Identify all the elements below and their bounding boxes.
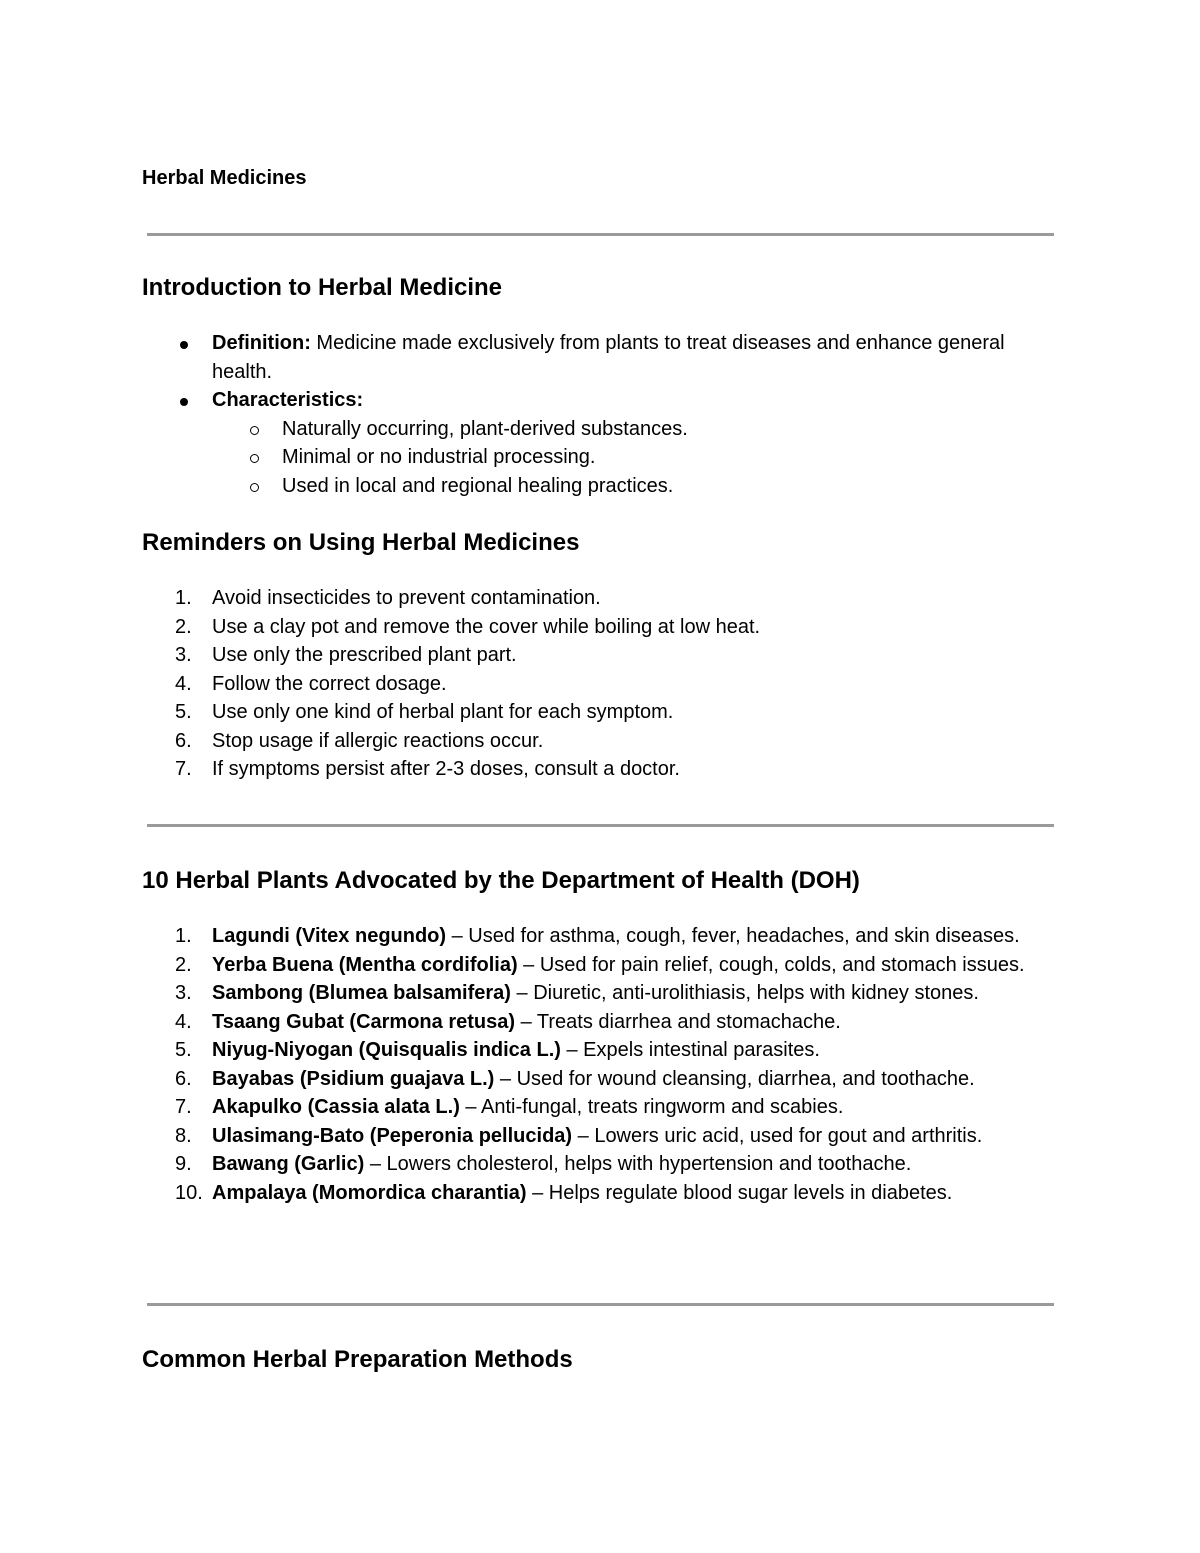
plant-name: Ulasimang-Bato (Peperonia pellucida) bbox=[212, 1124, 573, 1147]
item-number: 7. bbox=[175, 1096, 192, 1118]
list-item bbox=[142, 951, 1062, 980]
list-item bbox=[142, 1179, 1062, 1208]
plant-name: Bayabas (Psidium guajava L.) bbox=[212, 1067, 495, 1090]
plant-description: – Anti-fungal, treats ringworm and scabies. bbox=[459, 1096, 844, 1118]
list-item bbox=[142, 1122, 1062, 1151]
characteristic-text: Minimal or no industrial processing. bbox=[282, 446, 596, 468]
item-text: Use a clay pot and remove the cover while boiling at low heat. bbox=[212, 615, 761, 638]
hollow-bullet-icon bbox=[250, 426, 259, 435]
item-text: Use only the prescribed plant part. bbox=[212, 644, 517, 666]
item-text: Stop usage if allergic reactions occur. bbox=[212, 729, 544, 752]
list-item bbox=[142, 727, 1062, 756]
list-item bbox=[142, 670, 1062, 699]
reminders-list bbox=[142, 584, 1062, 784]
characteristics-sublist bbox=[142, 415, 1062, 501]
item-text: Avoid insecticides to prevent contamination. bbox=[212, 587, 601, 609]
list-item bbox=[142, 613, 1062, 642]
list-item bbox=[142, 1065, 1062, 1094]
plant-name: Ampalaya (Momordica charantia) bbox=[212, 1181, 527, 1204]
list-item bbox=[142, 922, 1062, 951]
item-number: 4. bbox=[175, 1010, 192, 1033]
item-number: 2. bbox=[175, 953, 192, 976]
item-number: 2. bbox=[175, 615, 192, 638]
list-item bbox=[142, 641, 1062, 670]
plant-name: Niyug-Niyogan (Quisqualis indica L.) bbox=[212, 1039, 561, 1061]
plant-name: Tsaang Gubat (Carmona retusa) bbox=[212, 1010, 516, 1033]
item-number: 9. bbox=[175, 1153, 192, 1175]
doh-plants-list bbox=[142, 922, 1062, 1207]
plant-description: – Treats diarrhea and stomachache. bbox=[515, 1010, 841, 1033]
section-heading-preparation: Common Herbal Preparation Methods bbox=[142, 1346, 573, 1373]
item-number: 8. bbox=[175, 1124, 192, 1147]
section-heading-doh-plants: 10 Herbal Plants Advocated by the Department of Health (DOH) bbox=[142, 867, 860, 894]
characteristics-label: Characteristics: bbox=[212, 389, 364, 411]
plant-description: – Used for pain relief, cough, colds, and stomach issues. bbox=[517, 953, 1025, 976]
item-number: 5. bbox=[175, 701, 192, 723]
item-number: 5. bbox=[175, 1039, 192, 1061]
item-text: Use only one kind of herbal plant for each symptom. bbox=[212, 701, 674, 723]
bullet-icon bbox=[180, 341, 188, 349]
sublist-item bbox=[142, 415, 1062, 444]
plant-description: – Helps regulate blood sugar levels in diabetes. bbox=[526, 1181, 953, 1204]
hollow-bullet-icon bbox=[250, 454, 259, 463]
item-text: Follow the correct dosage. bbox=[212, 672, 447, 695]
hollow-bullet-icon bbox=[250, 483, 259, 492]
item-number: 1. bbox=[175, 925, 192, 947]
list-item-characteristics bbox=[142, 386, 1062, 500]
section-heading-reminders: Reminders on Using Herbal Medicines bbox=[142, 529, 580, 556]
plant-description: – Lowers cholesterol, helps with hypertension and toothache. bbox=[364, 1153, 912, 1175]
definition-label: Definition: bbox=[212, 332, 311, 354]
plant-description: – Diuretic, anti-urolithiasis, helps with kidney stones. bbox=[510, 982, 979, 1004]
plant-name: Akapulko (Cassia alata L.) bbox=[212, 1096, 460, 1118]
introduction-list bbox=[142, 329, 1062, 500]
section-heading-introduction: Introduction to Herbal Medicine bbox=[142, 274, 503, 301]
plant-name: Bawang (Garlic) bbox=[212, 1153, 365, 1175]
horizontal-rule bbox=[147, 233, 1054, 236]
sublist-item bbox=[142, 443, 1062, 472]
plant-description: – Used for asthma, cough, fever, headaches, and skin diseases. bbox=[446, 925, 1020, 947]
item-number: 10. bbox=[175, 1181, 203, 1204]
list-item bbox=[142, 698, 1062, 727]
item-number: 3. bbox=[175, 982, 192, 1004]
document-title: Herbal Medicines bbox=[142, 167, 307, 189]
list-item bbox=[142, 1150, 1062, 1179]
sublist-item bbox=[142, 472, 1062, 501]
plant-name: Lagundi (Vitex negundo) bbox=[212, 925, 447, 947]
horizontal-rule bbox=[147, 824, 1054, 827]
item-text: If symptoms persist after 2-3 doses, consult a doctor. bbox=[212, 758, 680, 780]
list-item-definition bbox=[142, 329, 1062, 386]
plant-description: – Expels intestinal parasites. bbox=[560, 1039, 820, 1061]
plant-description: – Used for wound cleansing, diarrhea, and toothache. bbox=[494, 1067, 975, 1090]
list-item bbox=[142, 1008, 1062, 1037]
list-item bbox=[142, 979, 1062, 1008]
item-number: 1. bbox=[175, 587, 192, 609]
horizontal-rule bbox=[147, 1303, 1054, 1306]
definition-text: Medicine made exclusively from plants to treat diseases and enhance general health. bbox=[212, 332, 1005, 383]
item-number: 7. bbox=[175, 758, 192, 780]
plant-description: – Lowers uric acid, used for gout and arthritis. bbox=[572, 1124, 983, 1147]
plant-name: Sambong (Blumea balsamifera) bbox=[212, 982, 511, 1004]
item-number: 4. bbox=[175, 672, 192, 695]
item-number: 6. bbox=[175, 1067, 192, 1090]
list-item bbox=[142, 1036, 1062, 1065]
list-item bbox=[142, 584, 1062, 613]
bullet-icon bbox=[180, 398, 188, 406]
characteristic-text: Used in local and regional healing practices. bbox=[282, 474, 674, 497]
plant-name: Yerba Buena (Mentha cordifolia) bbox=[212, 953, 518, 976]
characteristic-text: Naturally occurring, plant-derived substances. bbox=[282, 417, 688, 440]
item-number: 3. bbox=[175, 644, 192, 666]
list-item bbox=[142, 1093, 1062, 1122]
list-item bbox=[142, 755, 1062, 784]
item-number: 6. bbox=[175, 729, 192, 752]
